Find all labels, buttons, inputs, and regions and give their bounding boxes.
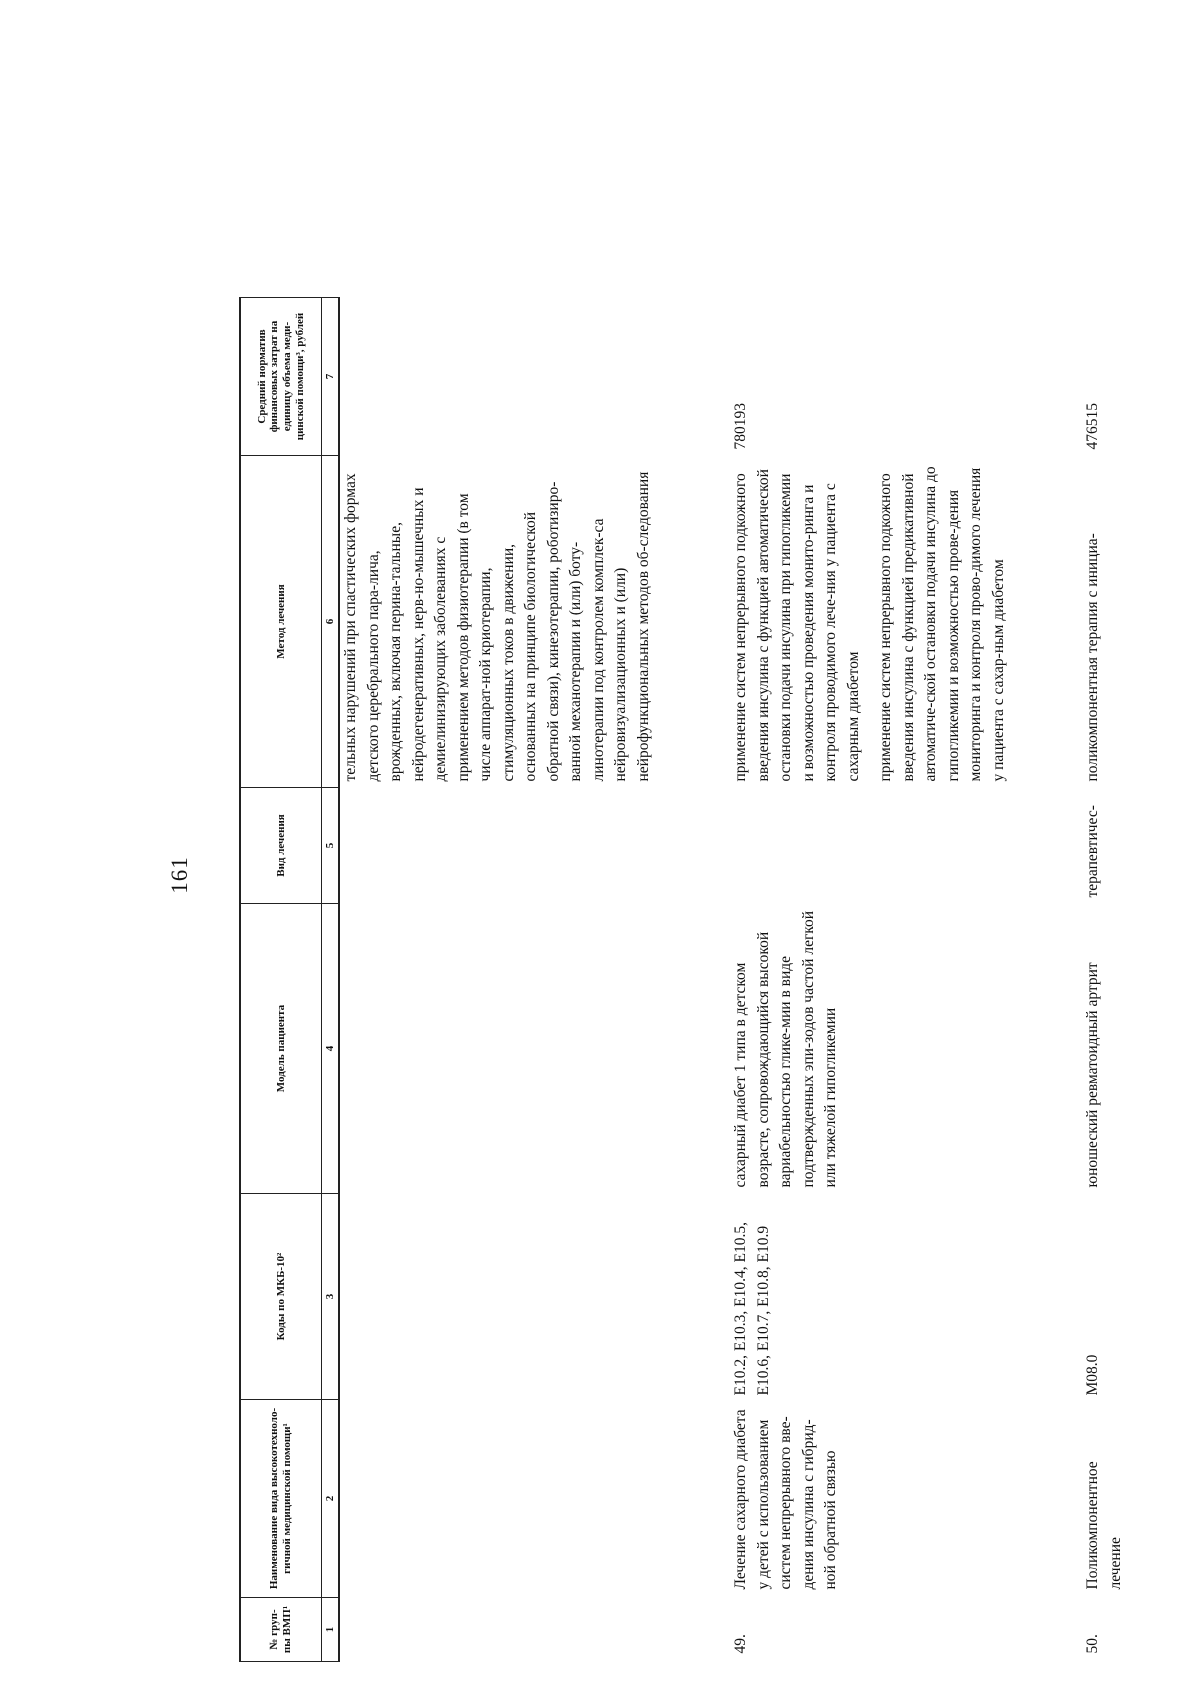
table-row-continuation — [339, 298, 716, 1662]
icd-codes: E10.2, E10.3, E10.4, E10.5, E10.6, E10.7, E10.8, E10.9 — [732, 1222, 772, 1396]
avg-cost: 476515 — [1084, 403, 1101, 450]
column-number: 1 — [322, 1598, 340, 1662]
column-number: 3 — [322, 1194, 340, 1400]
avg-cost: 780193 — [732, 403, 749, 450]
header-group-number: № груп-пы ВМП¹ — [240, 1598, 322, 1662]
document-page — [85, 60, 1124, 1690]
group-number: 49. — [732, 1634, 749, 1654]
treatment-method-option: применение систем непрерывного подкожного введения инсулина с функцией автоматической остановки подачи инсулина при гипогликемии и возможностью проведения монито-ринга и контроля проводимого лече-ния у пациента с сахарным диабетом — [732, 469, 862, 782]
icd-codes: M08.0 — [1084, 1354, 1101, 1396]
treatment-method-continued: тельных нарушений при спастических формах детского церебрального пара-лича, врожденных, включая перина-тальные, нейродегенеративных, нерв-но-мышечных и демиелинизирующих заболеваниях с применением методов физиотерапии (в том числе аппарат-ной криотерапии, стимуляционных токов в движении, основанных на принципе биологической обратной связи), кинезотерапии, роботизиро-ванной механотерапии и (или) боту-линотерапии под контролем комплек-са нейровизуализационных и (или) нейрофункциональных методов об-следования — [342, 471, 652, 782]
patient-model: сахарный диабет 1 типа в детском возрасте, сопровождающийся высокой вариабельностью глике-мии в виде подтвержденных эпи-зодов частой легкой или тяжелой гипогликемии — [732, 910, 839, 1188]
header-avg-cost: Средний норматив финансовых затрат на единицу объема меди-цинской помощи³, рублей — [240, 298, 322, 456]
header-icd-codes: Коды по МКБ-10² — [240, 1194, 322, 1400]
patient-model: юношеский ревматоидный артрит — [1084, 962, 1101, 1188]
treatment-kind: терапевтичес- — [1084, 805, 1101, 898]
column-number-row — [322, 298, 340, 1662]
table-header-row — [240, 298, 322, 1662]
table-row — [716, 298, 1070, 1662]
treatment-kind — [716, 788, 1070, 904]
column-number: 7 — [322, 298, 340, 456]
header-vmp-name: Наименование вида высокотехноло-гичной медицинской помощи¹ — [240, 1400, 322, 1598]
vmp-name: Поликомпонентное лечение — [1084, 1461, 1124, 1590]
table-row — [1070, 298, 1127, 1662]
treatment-method — [716, 456, 1070, 788]
header-patient-model: Модель пациента — [240, 904, 322, 1194]
column-number: 6 — [322, 456, 340, 788]
group-number: 50. — [1084, 1634, 1101, 1654]
column-number: 4 — [322, 904, 340, 1194]
header-treatment-kind: Вид лечения — [240, 788, 322, 904]
column-number: 5 — [322, 788, 340, 904]
header-treatment-method: Метод лечения — [240, 456, 322, 788]
page-number: 161 — [167, 856, 192, 894]
treatment-method-option: применение систем непрерывного подкожного введения инсулина с функцией предикативной автоматиче-ской остановки подачи инсулина до гипогликемии и возможностью прове-дения мониторинга и контроля прово-димого лечения у пациента с сахар-ным диабетом — [877, 466, 1007, 782]
treatment-method: поликомпонентная терапия с инициа- — [1084, 533, 1101, 782]
column-number: 2 — [322, 1400, 340, 1598]
vmp-table — [239, 297, 1127, 1662]
vmp-name: Лечение сахарного диабета у детей с использованием систем непрерывного вве-дения инсулина с гибрид-ной обратной связью — [732, 1409, 839, 1590]
